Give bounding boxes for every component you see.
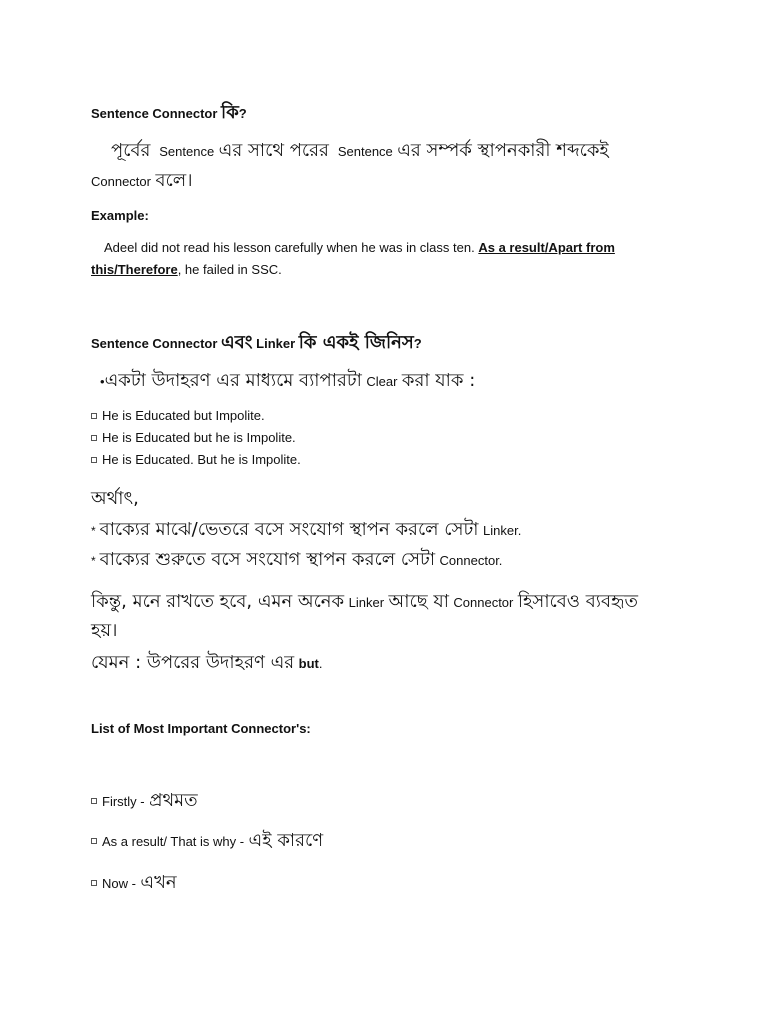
example-text-2: , he failed in SSC. [177, 262, 282, 277]
list-item [91, 826, 323, 857]
list-item-en: Firstly - [102, 794, 145, 809]
sentence-text: He is Educated but Impolite. [102, 408, 265, 423]
square-bullet-icon [91, 880, 97, 886]
heading1-q: ? [238, 106, 247, 121]
note-line-1 [91, 587, 638, 618]
square-bullet-icon [91, 435, 97, 441]
clear-bn-2: করা যাক : [401, 370, 476, 391]
sentence-item [91, 452, 301, 467]
list-heading: List of Most Important Connector's: [91, 721, 311, 736]
definition-line-2 [91, 166, 193, 197]
note-en-2: Connector [453, 595, 514, 610]
star-bullet-icon: * [91, 524, 96, 538]
definition-en-2: Sentence [337, 144, 393, 159]
jemon-en: but [298, 656, 319, 671]
sentence-text: He is Educated. But he is Impolite. [102, 452, 301, 467]
example-line-1 [104, 240, 615, 255]
square-bullet-icon [91, 798, 97, 804]
heading2-bn-1: এবং [221, 332, 253, 353]
clear-en: Clear [366, 374, 398, 389]
jemon-dot: . [318, 656, 323, 671]
example-label: Example: [91, 208, 149, 223]
list-item [91, 786, 198, 817]
heading2-en-2: Linker [256, 336, 296, 351]
rule-linker [91, 515, 521, 546]
square-bullet-icon [91, 457, 97, 463]
rule2-en: Connector. [439, 553, 503, 568]
definition-en-3: Connector [91, 174, 151, 189]
rule2-bn: বাক্যের শুরুতে বসে সংযোগ স্থাপন করলে সেটা [99, 549, 436, 570]
list-item [91, 868, 177, 899]
definition-bn-2: এর সাথে পরের [218, 140, 329, 161]
note-bn-3: হিসাবেও ব্যবহৃত [517, 591, 638, 612]
list-item-bn: প্রথমত [149, 790, 198, 811]
heading1-bn: কি [221, 102, 239, 123]
rule1-bn: বাক্যের মাঝে/ভেতরে বসে সংযোগ স্থাপন করলে সেটা [99, 519, 479, 540]
definition-line-1 [111, 136, 609, 167]
clear-example-line [100, 366, 475, 397]
heading2-bn-2: কি একই জিনিস [298, 332, 414, 353]
example-line-2 [91, 262, 282, 277]
rule1-en: Linker. [483, 523, 522, 538]
list-item-bn: এই কারণে [248, 830, 324, 851]
sentence-item [91, 430, 296, 445]
definition-bn-1: পূর্বের [111, 140, 151, 161]
example-text-1: Adeel did not read his lesson carefully when he was in class ten. [104, 240, 475, 255]
example-underlined-1: As a result/Apart from [478, 240, 615, 255]
square-bullet-icon [91, 413, 97, 419]
jemon-bn: যেমন : উপরের উদাহরণ এর [91, 652, 295, 673]
example-reference-line [91, 648, 322, 679]
sentence-item [91, 408, 265, 423]
heading1-en: Sentence Connector [91, 106, 218, 121]
star-bullet-icon: * [91, 554, 96, 568]
clear-bn-1: একটা উদাহরণ এর মাধ্যমে ব্যাপারটা [104, 370, 362, 391]
definition-en-1: Sentence [159, 144, 215, 159]
heading2-en-1: Sentence Connector [91, 336, 218, 351]
definition-bn-3: এর সম্পর্ক স্থাপনকারী শব্দকেই [397, 140, 609, 161]
note-line-2: হয়। [91, 620, 118, 641]
note-bn-1: কিন্তু, মনে রাখতে হবে, এমন অনেক [91, 591, 345, 612]
note-bn-2: আছে যা [388, 591, 449, 612]
heading2-q: ? [413, 336, 422, 351]
list-item-en: Now - [102, 876, 136, 891]
square-bullet-icon [91, 838, 97, 844]
example-underlined-2: this/Therefore [91, 262, 178, 277]
note-en-1: Linker [348, 595, 385, 610]
heading-what-is-connector [91, 98, 247, 129]
list-item-en: As a result/ That is why - [102, 834, 245, 849]
arthat-label: অর্থাৎ, [91, 488, 139, 509]
bullet-icon: • [100, 374, 105, 389]
heading-connector-vs-linker [91, 328, 422, 359]
list-item-bn: এখন [140, 872, 177, 893]
rule-connector [91, 545, 502, 576]
definition-bn-4: বলে। [155, 170, 193, 191]
sentence-text: He is Educated but he is Impolite. [102, 430, 296, 445]
